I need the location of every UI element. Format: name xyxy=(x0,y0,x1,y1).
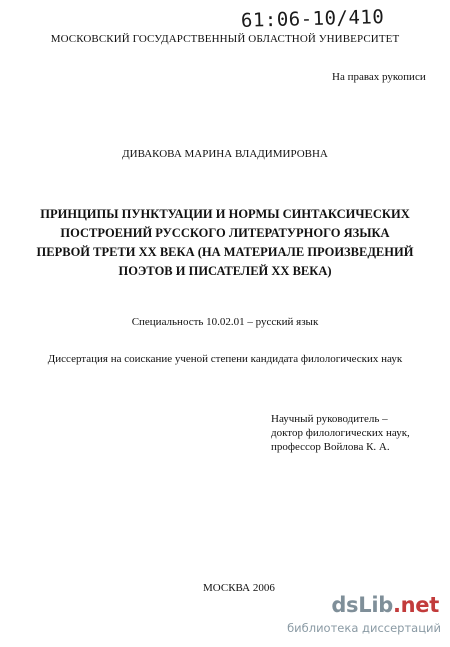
dslib-watermark[interactable] xyxy=(287,593,447,643)
dissertation-title xyxy=(20,205,430,281)
logo-tld-text: .net xyxy=(392,593,439,617)
university-name: МОСКОВСКИЙ ГОСУДАРСТВЕННЫЙ ОБЛАСТНОЙ УНИВЕРСИТЕТ xyxy=(50,33,400,45)
title-line: ПЕРВОЙ ТРЕТИ XX ВЕКА (НА МАТЕРИАЛЕ ПРОИЗВЕДЕНИЙ xyxy=(36,245,414,259)
author-name: ДИВАКОВА МАРИНА ВЛАДИМИРОВНА xyxy=(122,148,328,160)
title-line: ПРИНЦИПЫ ПУНКТУАЦИИ И НОРМЫ СИНТАКСИЧЕСКИХ xyxy=(40,207,410,221)
title-line: ПОЭТОВ И ПИСАТЕЛЕЙ XX ВЕКА) xyxy=(118,264,332,278)
supervisor-line: доктор филологических наук, xyxy=(271,427,410,439)
supervisor-block xyxy=(271,412,410,454)
manuscript-rights-note: На правах рукописи xyxy=(332,71,426,83)
supervisor-line: Научный руководитель – xyxy=(271,413,388,425)
degree-statement: Диссертация на соискание ученой степени кандидата филологических наук xyxy=(47,353,403,365)
logo-main-text: dsLib xyxy=(331,593,393,617)
title-line: ПОСТРОЕНИЙ РУССКОГО ЛИТЕРАТУРНОГО ЯЗЫКА xyxy=(60,226,390,240)
watermark-caption: библиотека диссертаций xyxy=(287,621,441,635)
specialty-line: Специальность 10.02.01 – русский язык xyxy=(131,316,319,328)
supervisor-line: профессор Войлова К. А. xyxy=(271,441,390,453)
archive-stamp: 61:06-10/410 xyxy=(240,6,385,32)
dslib-logo[interactable] xyxy=(331,593,439,617)
city-year: МОСКВА 2006 xyxy=(203,582,275,594)
